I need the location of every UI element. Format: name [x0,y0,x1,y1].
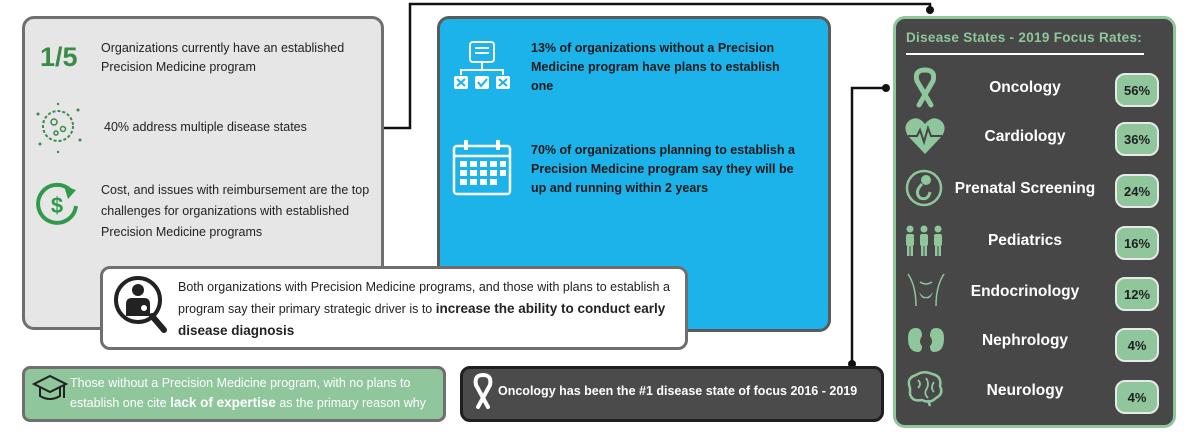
heart-icon [904,116,946,156]
ribbon-icon [912,68,938,108]
strategic-driver-emphasis: increase the ability to conduct early disease diagnosis [178,301,666,338]
challenges-fact: Cost, and issues with reimbursement are the top challenges for organizations with established Precision Medicine programs [101,183,370,239]
rate-badge-endocrinology: 12% [1115,277,1159,311]
virus-icon [32,100,88,156]
brain-icon [904,370,944,406]
row-label-prenatal-screening: Prenatal Screening [954,180,1096,197]
fetus-icon [904,168,944,208]
focus-rates-title: Disease States - 2019 Focus Rates: [906,30,1143,45]
lack-of-expertise-text [70,374,436,413]
calendar-icon [452,140,514,196]
rate-badge-prenatal-screening: 24% [1115,174,1159,208]
row-label-oncology: Oncology [989,79,1061,96]
fraction-stat: 1/5 [40,42,78,72]
title-divider [906,53,1144,55]
row-label-endocrinology: Endocrinology [970,283,1080,300]
multiple-disease-states-fact: 40% address multiple disease states [104,120,307,134]
dollar-cycle-icon [34,182,80,228]
graduation-cap-icon [32,374,68,408]
rate-badge-pediatrics: 16% [1115,226,1159,260]
rate-badge-nephrology: 4% [1115,328,1159,362]
rate-badge-oncology: 56% [1115,73,1159,107]
oncology-note-text: Oncology has been the #1 disease state of focus 2016 - 2019 [498,384,858,398]
strategic-driver-text [178,277,678,342]
thyroid-icon [906,272,946,308]
rate-badge-neurology: 4% [1115,380,1159,414]
lack-of-expertise-post: as the primary reason why [275,396,426,410]
timeline-fact: 70% of organizations planning to establish a Precision Medicine program say they will be up and running within 2 years [531,143,795,195]
row-label-nephrology: Nephrology [981,332,1069,349]
rate-badge-cardiology: 36% [1115,122,1159,156]
svg-text:$: $ [50,193,64,218]
plan-icon [452,40,514,92]
doctor-search-icon [112,274,170,336]
lack-of-expertise-pre: Those without a Precision Medicine program, with no plans to establish one cite [70,376,411,410]
row-label-cardiology: Cardiology [984,128,1066,145]
row-label-neurology: Neurology [986,382,1064,399]
family-icon [904,224,944,258]
plans-to-establish-fact: 13% of organizations without a Precision Medicine program have plans to establish one [531,41,780,93]
row-label-pediatrics: Pediatrics [987,232,1063,249]
strategic-driver-text-pre: Both organizations with Precision Medicine programs, and those with plans to establish a program say their primary strategic driver is to [178,280,670,316]
kidney-icon [906,326,946,356]
lack-of-expertise-emphasis: lack of expertise [170,395,276,410]
ribbon-icon [472,373,494,411]
established-program-fact: Organizations currently have an established Precision Medicine program [101,41,345,74]
